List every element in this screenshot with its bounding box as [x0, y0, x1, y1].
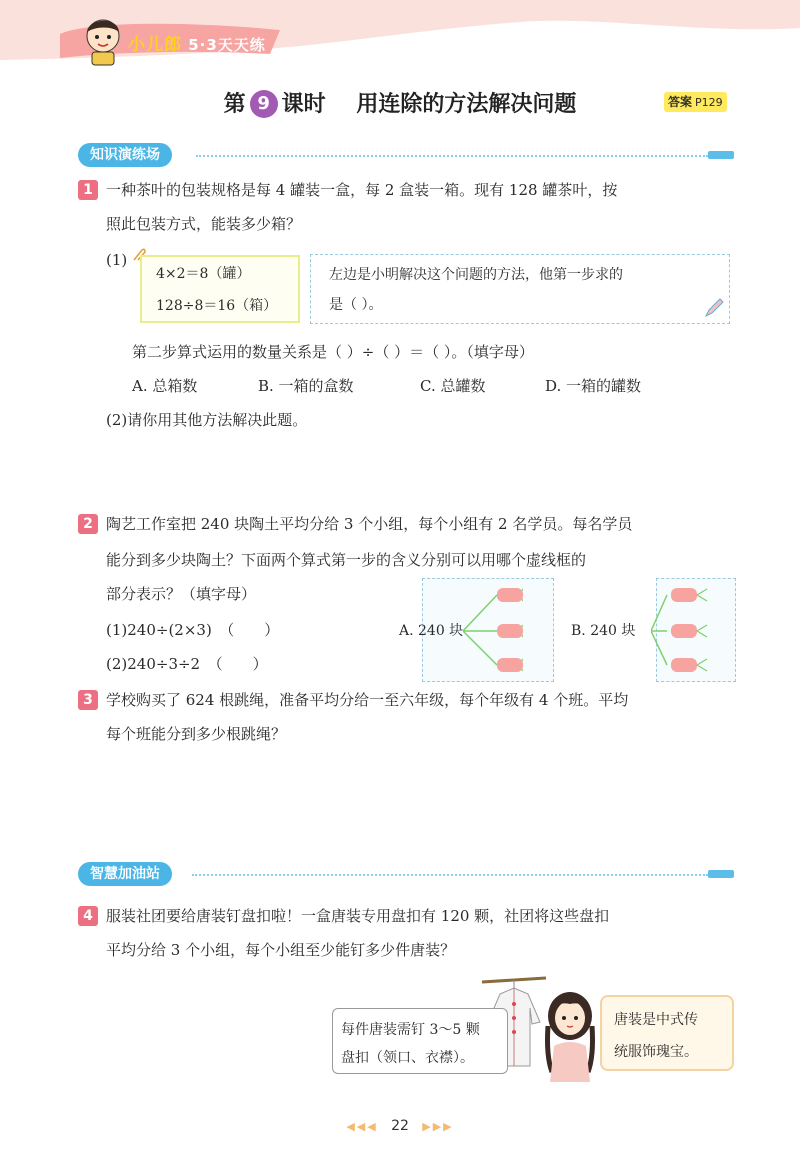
calc-step1: 4×2＝8（罐） — [156, 266, 251, 282]
q3-text-line1: 学校购买了 624 根跳绳，准备平均分给一至六年级，每个年级有 4 个班。平均 — [106, 691, 629, 709]
hint-line1: 每件唐装需钉 3～5 颗 — [341, 1022, 480, 1038]
q2-expression-2[interactable]: (2)240÷3÷2 （ ） — [106, 655, 268, 673]
question-number-2: 2 — [78, 514, 98, 534]
q1-option-c: C. 总罐数 — [420, 377, 486, 395]
pencil-icon — [708, 870, 734, 878]
answer-page: P129 — [695, 96, 723, 109]
hint-bubble — [332, 1008, 508, 1074]
section-heading-practice: 知识演练场 — [78, 143, 172, 167]
arrow-right-icon: ▶▶▶ — [422, 1120, 454, 1133]
q1-step2-relation[interactable]: 第二步算式运用的数量关系是（ ）÷（ ）＝（ ）。（填字母） — [132, 343, 534, 361]
q1-sub2: (2)请你用其他方法解决此题。 — [106, 411, 308, 429]
answer-label: 答案 — [668, 95, 693, 109]
q4-text-line2: 平均分给 3 个小组，每个小组至少能钉多少件唐装？ — [106, 941, 456, 959]
q1-option-a: A. 总箱数 — [132, 377, 198, 395]
lesson-title-post: 课时 — [281, 92, 326, 117]
tree-diagram-b — [571, 578, 736, 682]
pencil-icon — [703, 297, 725, 319]
tree-diagram-a — [399, 578, 554, 682]
q1-explanation-line1: 左边是小明解决这个问题的方法，他第一步求的 — [329, 267, 623, 283]
group-pill — [671, 624, 697, 638]
brand-series: 5·3天天练 — [188, 36, 266, 54]
q1-text-line1: 一种茶叶的包装规格是每 4 罐装一盒，每 2 盒装一箱。现有 128 罐茶叶，按 — [106, 181, 618, 199]
group-pill — [497, 624, 523, 638]
q1-answer-blank-1[interactable]: 是（ ）。 — [329, 297, 383, 313]
q1-text-line2: 照此包装方式，能装多少箱？ — [106, 215, 302, 233]
section-divider — [196, 155, 708, 157]
lesson-title-pre: 第 — [223, 92, 246, 117]
q2-expression-1[interactable]: (1)240÷(2×3) （ ） — [106, 621, 280, 639]
group-pill — [497, 588, 523, 602]
tree-b-label: B. 240 块 — [571, 623, 636, 639]
section-divider — [192, 874, 708, 876]
fact-line1: 唐装是中式传 — [614, 1012, 698, 1028]
pencil-icon — [708, 151, 734, 159]
question-number-4: 4 — [78, 906, 98, 926]
mascot-boy-illustration — [78, 14, 128, 66]
group-pill — [671, 588, 697, 602]
hint-line2: 盘扣（领口、衣襟）。 — [341, 1050, 474, 1066]
group-pill — [671, 658, 697, 672]
q1-explanation-box — [310, 254, 730, 324]
section-heading-challenge: 智慧加油站 — [78, 862, 172, 886]
tree-a-label: A. 240 块 — [399, 623, 464, 639]
q3-text-line2: 每个班能分到多少根跳绳？ — [106, 725, 287, 743]
q1-option-d: D. 一箱的罐数 — [545, 377, 642, 395]
question-number-1: 1 — [78, 180, 98, 200]
xiaoming-calculation-box — [140, 255, 300, 323]
fact-line2: 统服饰瑰宝。 — [614, 1044, 698, 1060]
fact-bubble — [600, 995, 734, 1071]
girl-illustration — [538, 986, 602, 1082]
q1-option-b: B. 一箱的盒数 — [258, 377, 354, 395]
q2-text-line3: 部分表示？（填字母） — [106, 585, 257, 603]
q1-sub1-label: (1) — [106, 251, 128, 269]
lesson-number-badge: 9 — [250, 90, 278, 118]
q4-text-line1: 服装社团要给唐装钉盘扣啦！一盒唐装专用盘扣有 120 颗，社团将这些盘扣 — [106, 907, 610, 925]
q2-text-line1: 陶艺工作室把 240 块陶土平均分给 3 个小组，每个小组有 2 名学员。每名学员 — [106, 515, 633, 533]
brand-name: 小儿郎 — [128, 35, 182, 55]
group-pill — [497, 658, 523, 672]
arrow-left-icon: ◀◀◀ — [346, 1120, 378, 1133]
q2-text-line2: 能分到多少块陶土？下面两个算式第一步的含义分别可以用哪个虚线框的 — [106, 551, 587, 569]
page-number: 22 — [391, 1118, 409, 1134]
calc-step2: 128÷8＝16（箱） — [156, 298, 278, 314]
answer-reference-tag[interactable] — [664, 92, 727, 112]
brand-title — [128, 30, 266, 55]
lesson-topic: 用连除的方法解决问题 — [356, 92, 577, 117]
question-number-3: 3 — [78, 690, 98, 710]
page-footer — [0, 1118, 800, 1134]
